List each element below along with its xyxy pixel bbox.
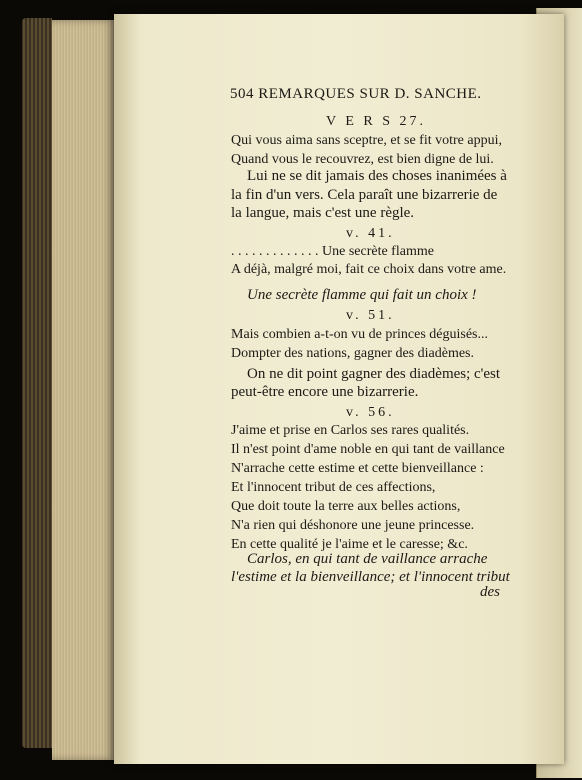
commentary-line: peut-être encore une bizarrerie. [231,384,419,400]
verse-line: J'aime et prise en Carlos ses rares qualités. [231,423,470,438]
verse-line: A déjà, malgré moi, fait ce choix dans votre ame. [231,262,507,277]
section-heading: v. 56. [346,405,395,420]
verse-line: N'arrache cette estime et cette bienveillance : [231,461,484,476]
catchword: des [480,584,500,600]
verse-line: Que doit toute la terre aux belles actions, [231,499,461,514]
commentary-line: Carlos, en qui tant de vaillance arrache [247,551,488,567]
verse-line: Mais combien a-t-on vu de princes déguisés... [231,327,488,342]
verse-line: Qui vous aima sans sceptre, et se fit votre appui, [231,133,502,148]
commentary-line: Une secrète flamme qui fait un choix ! [247,287,477,303]
verse-line: Et l'innocent tribut de ces affections, [231,480,436,495]
page-stack [52,20,116,760]
section-heading: v. 41. [346,226,395,241]
verse-line: . . . . . . . . . . . . . Une secrète flamme [231,244,434,259]
verse-line: En cette qualité je l'aime et le caresse; &c. [231,537,468,552]
commentary-line: On ne dit point gagner des diadèmes; c'est [247,366,501,382]
verse-line: N'a rien qui déshonore une jeune princesse. [231,518,475,533]
verse-line: Il n'est point d'ame noble en qui tant de vaillance [231,442,505,457]
commentary-line: la langue, mais c'est une règle. [231,205,415,221]
commentary-line: la fin d'un vers. Cela paraît une bizarrerie de [231,187,498,203]
commentary-line: l'estime et la bienveillance; et l'innocent tribut [231,569,510,585]
commentary-line: Lui ne se dit jamais des choses inanimées à [247,168,507,184]
running-head: 504 REMARQUES SUR D. SANCHE. [230,86,482,102]
book-spine-edge [22,18,52,748]
verse-line: Quand vous le recouvrez, est bien digne de lui. [231,152,494,167]
section-heading: V E R S 27. [326,114,427,129]
verse-line: Dompter des nations, gagner des diadèmes. [231,346,474,361]
section-heading: v. 51. [346,308,395,323]
